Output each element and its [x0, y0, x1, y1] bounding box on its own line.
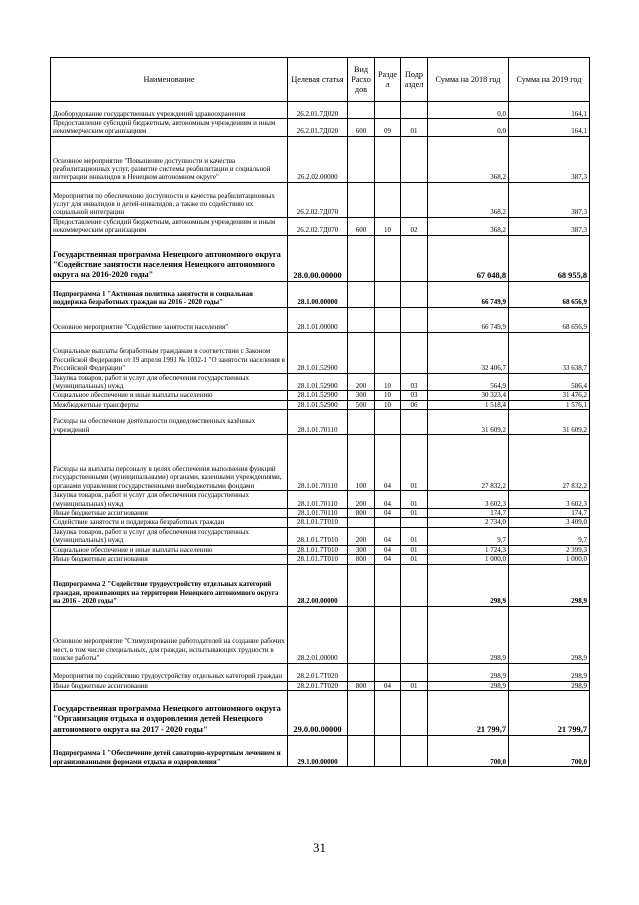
row-sum-2019: 1 576,1 — [509, 400, 590, 409]
row-sum-2019: 164,1 — [509, 102, 590, 119]
row-expense-type: 600 — [348, 119, 375, 137]
row-sum-2019: 164,1 — [509, 119, 590, 137]
row-subsection: 01 — [401, 555, 428, 564]
row-target-article: 28.2.01.00000 — [288, 606, 348, 663]
row-sum-2019: 298,9 — [509, 681, 590, 690]
row-name: Социальное обеспечение и иные выплаты населению — [51, 391, 288, 400]
table-row — [51, 332, 590, 373]
row-expense-type — [348, 307, 375, 332]
row-name: Подпрограмма 1 "Активная политика занятости и социальная поддержка безработных граждан на 2016 - 2020 годы" — [51, 281, 288, 307]
row-name: Государственная программа Ненецкого автономного округа "Содействие занятости населения Ненецкого автономного округа на 2016-2020 годы" — [51, 235, 288, 281]
row-subsection — [401, 102, 428, 119]
row-target-article: 26.2.02.7Д070 — [288, 217, 348, 235]
row-section — [375, 690, 401, 735]
row-subsection — [401, 518, 428, 527]
table-row — [51, 663, 590, 681]
header-name: Наименование — [51, 58, 288, 102]
row-subsection — [401, 564, 428, 606]
row-section — [375, 663, 401, 681]
row-sum-2018: 66 749,9 — [428, 307, 509, 332]
row-subsection — [401, 735, 428, 766]
table-row — [51, 136, 590, 182]
row-section: 04 — [375, 435, 401, 491]
row-target-article: 28.1.01.52900 — [288, 373, 348, 391]
row-expense-type — [348, 332, 375, 373]
row-name: Иные бюджетные ассигнования — [51, 681, 288, 690]
row-name: Иные бюджетные ассигнования — [51, 509, 288, 518]
row-sum-2018: 298,9 — [428, 564, 509, 606]
row-target-article: 28.2.01.7Т020 — [288, 663, 348, 681]
row-subsection: 06 — [401, 400, 428, 409]
row-section — [375, 136, 401, 182]
row-section — [375, 564, 401, 606]
row-target-article: 29.1.00.00000 — [288, 735, 348, 766]
row-expense-type: 800 — [348, 681, 375, 690]
row-sum-2019: 387,3 — [509, 136, 590, 182]
row-name: Мероприятия по обеспечению доступности и качества реабилитационных услуг для инвалидов и детей-инвалидов, а также по содействию их социальной интеграции — [51, 182, 288, 217]
row-sum-2018: 0,0 — [428, 119, 509, 137]
row-target-article: 29.0.00.00000 — [288, 690, 348, 735]
row-section: 04 — [375, 527, 401, 545]
table-row — [51, 373, 590, 391]
row-target-article: 28.1.01.70110 — [288, 491, 348, 509]
header-sum-2019: Сумма на 2019 год — [509, 58, 590, 102]
row-target-article: 28.1.01.52900 — [288, 332, 348, 373]
row-expense-type — [348, 690, 375, 735]
row-subsection: 03 — [401, 373, 428, 391]
row-expense-type: 100 — [348, 435, 375, 491]
row-sum-2018: 368,2 — [428, 217, 509, 235]
header-vid: Вид Расхо дов — [348, 58, 375, 102]
table-row — [51, 564, 590, 606]
row-subsection — [401, 307, 428, 332]
row-sum-2019: 3 409,0 — [509, 518, 590, 527]
row-subsection — [401, 235, 428, 281]
row-sum-2019: 1 000,0 — [509, 555, 590, 564]
row-target-article: 28.1.00.00000 — [288, 281, 348, 307]
row-target-article: 28.1.01.7Т010 — [288, 555, 348, 564]
row-section — [375, 606, 401, 663]
row-expense-type — [348, 281, 375, 307]
header-code: Целевая статья — [288, 58, 348, 102]
row-expense-type: 300 — [348, 391, 375, 400]
row-expense-type: 200 — [348, 527, 375, 545]
row-target-article: 28.1.01.70110 — [288, 435, 348, 491]
row-section: 09 — [375, 119, 401, 137]
row-sum-2018: 30 323,4 — [428, 391, 509, 400]
row-sum-2018: 21 799,7 — [428, 690, 509, 735]
row-expense-type: 800 — [348, 509, 375, 518]
row-target-article: 28.1.01.7Т010 — [288, 518, 348, 527]
row-expense-type — [348, 102, 375, 119]
row-expense-type: 200 — [348, 373, 375, 391]
table-row — [51, 182, 590, 217]
row-subsection: 01 — [401, 491, 428, 509]
row-subsection: 01 — [401, 509, 428, 518]
row-sum-2019: 298,9 — [509, 606, 590, 663]
row-sum-2018: 368,2 — [428, 136, 509, 182]
row-sum-2018: 0,0 — [428, 102, 509, 119]
row-name: Закупка товаров, работ и услуг для обеспечения государственных (муниципальных) нужд — [51, 491, 288, 509]
row-name: Социальные выплаты безработным гражданам в соответствии с Законом Российской Федерации от 19 апреля 1991 № 1032-1 "О занятости населения в Российской Федерации" — [51, 332, 288, 373]
table-row — [51, 518, 590, 527]
row-target-article: 28.2.00.00000 — [288, 564, 348, 606]
row-target-article: 28.1.01.70110 — [288, 509, 348, 518]
row-section — [375, 102, 401, 119]
row-sum-2019: 2 399,3 — [509, 545, 590, 554]
table-row — [51, 555, 590, 564]
row-expense-type — [348, 182, 375, 217]
row-target-article: 28.1.01.7Т010 — [288, 545, 348, 554]
row-subsection: 01 — [401, 681, 428, 690]
row-section — [375, 182, 401, 217]
row-name: Содействие занятости и поддержка безработных граждан — [51, 518, 288, 527]
row-sum-2019: 3 602,3 — [509, 491, 590, 509]
row-sum-2019: 586,4 — [509, 373, 590, 391]
row-sum-2018: 298,9 — [428, 681, 509, 690]
table-row — [51, 527, 590, 545]
row-target-article: 28.0.00.00000 — [288, 235, 348, 281]
row-subsection: 01 — [401, 527, 428, 545]
row-name: Межбюджетные трансферты — [51, 400, 288, 409]
row-sum-2018: 3 602,3 — [428, 491, 509, 509]
row-sum-2019: 9,7 — [509, 527, 590, 545]
row-sum-2019: 387,3 — [509, 217, 590, 235]
table-row — [51, 435, 590, 491]
row-expense-type: 600 — [348, 217, 375, 235]
row-target-article: 26.2.01.7Д020 — [288, 102, 348, 119]
row-name: Основное мероприятие "Содействие занятости населения" — [51, 307, 288, 332]
row-name: Расходы на обеспечение деятельности подведомственных казённых учреждений — [51, 410, 288, 435]
row-target-article: 26.2.02.7Д070 — [288, 182, 348, 217]
row-name: Государственная программа Ненецкого автономного округа "Организация отдыха и оздоровления детей Ненецкого автономного округа на 2017 - 2020 годы" — [51, 690, 288, 735]
row-section — [375, 410, 401, 435]
row-target-article: 28.1.01.70110 — [288, 410, 348, 435]
row-section: 04 — [375, 555, 401, 564]
row-section — [375, 281, 401, 307]
table-row — [51, 400, 590, 409]
row-sum-2019: 27 832,2 — [509, 435, 590, 491]
row-target-article: 28.1.01.00000 — [288, 307, 348, 332]
table-row — [51, 102, 590, 119]
header-razdel: Разде л — [375, 58, 401, 102]
row-expense-type — [348, 663, 375, 681]
row-subsection: 01 — [401, 119, 428, 137]
row-sum-2018: 700,0 — [428, 735, 509, 766]
row-sum-2019: 31 476,2 — [509, 391, 590, 400]
row-sum-2018: 298,9 — [428, 606, 509, 663]
row-sum-2019: 387,3 — [509, 182, 590, 217]
row-expense-type — [348, 564, 375, 606]
table-row — [51, 235, 590, 281]
row-subsection: 01 — [401, 545, 428, 554]
table-row — [51, 281, 590, 307]
row-section: 10 — [375, 400, 401, 409]
row-expense-type: 200 — [348, 491, 375, 509]
row-section: 04 — [375, 509, 401, 518]
row-expense-type — [348, 518, 375, 527]
row-sum-2019: 31 609,2 — [509, 410, 590, 435]
row-target-article: 28.1.01.52900 — [288, 391, 348, 400]
row-expense-type — [348, 410, 375, 435]
row-subsection: 03 — [401, 391, 428, 400]
row-sum-2018: 174,7 — [428, 509, 509, 518]
table-header-row — [51, 58, 590, 102]
row-sum-2019: 700,0 — [509, 735, 590, 766]
row-name: Подпрограмма 1 "Обеспечение детей санаторно-курортным лечением и организованными формами отдыха и оздоровления" — [51, 735, 288, 766]
table-row — [51, 391, 590, 400]
row-sum-2019: 174,7 — [509, 509, 590, 518]
row-name: Дооборудование государственных учреждений здравоохранения — [51, 102, 288, 119]
row-sum-2018: 2 734,0 — [428, 518, 509, 527]
row-name: Закупка товаров, работ и услуг для обеспечения государственных (муниципальных) нужд — [51, 373, 288, 391]
row-sum-2018: 31 609,2 — [428, 410, 509, 435]
row-section — [375, 307, 401, 332]
row-sum-2019: 68 656,9 — [509, 281, 590, 307]
row-subsection — [401, 182, 428, 217]
table-row — [51, 606, 590, 663]
row-sum-2019: 68 656,9 — [509, 307, 590, 332]
row-target-article: 28.1.01.52900 — [288, 400, 348, 409]
header-podrazdel: Подр аздел — [401, 58, 428, 102]
table-row — [51, 690, 590, 735]
row-name: Предоставление субсидий бюджетным, автономным учреждениям и иным некоммерческим организациям — [51, 217, 288, 235]
budget-table — [50, 57, 590, 767]
row-name: Социальное обеспечение и иные выплаты населению — [51, 545, 288, 554]
table-row — [51, 509, 590, 518]
row-subsection — [401, 410, 428, 435]
row-sum-2018: 564,9 — [428, 373, 509, 391]
row-subsection — [401, 606, 428, 663]
row-target-article: 26.2.02.00000 — [288, 136, 348, 182]
row-expense-type — [348, 136, 375, 182]
row-expense-type — [348, 235, 375, 281]
row-subsection: 01 — [401, 435, 428, 491]
row-subsection: 02 — [401, 217, 428, 235]
row-section: 04 — [375, 491, 401, 509]
row-subsection — [401, 281, 428, 307]
row-target-article: 28.1.01.7Т010 — [288, 527, 348, 545]
row-section — [375, 518, 401, 527]
row-subsection — [401, 332, 428, 373]
row-sum-2018: 298,9 — [428, 663, 509, 681]
row-expense-type: 800 — [348, 555, 375, 564]
row-target-article: 26.2.01.7Д020 — [288, 119, 348, 137]
row-sum-2018: 9,7 — [428, 527, 509, 545]
row-sum-2018: 32 406,7 — [428, 332, 509, 373]
row-section: 04 — [375, 681, 401, 690]
row-section: 10 — [375, 217, 401, 235]
table-row — [51, 491, 590, 509]
row-sum-2018: 1 724,3 — [428, 545, 509, 554]
row-target-article: 28.2.01.7Т020 — [288, 681, 348, 690]
row-sum-2018: 1 000,0 — [428, 555, 509, 564]
row-sum-2018: 27 832,2 — [428, 435, 509, 491]
table-row — [51, 410, 590, 435]
row-section — [375, 735, 401, 766]
table-row — [51, 545, 590, 554]
header-sum-2018: Сумма на 2018 год — [428, 58, 509, 102]
row-name: Иные бюджетные ассигнования — [51, 555, 288, 564]
row-sum-2019: 298,9 — [509, 663, 590, 681]
row-expense-type: 500 — [348, 400, 375, 409]
table-row — [51, 307, 590, 332]
row-sum-2019: 298,9 — [509, 564, 590, 606]
row-section: 10 — [375, 373, 401, 391]
table-row — [51, 119, 590, 137]
row-subsection — [401, 690, 428, 735]
row-expense-type: 300 — [348, 545, 375, 554]
row-sum-2018: 67 048,8 — [428, 235, 509, 281]
table-row — [51, 735, 590, 766]
row-section: 04 — [375, 545, 401, 554]
row-name: Основное мероприятие "Повышение доступности и качества реабилитационных услуг, развитие системы реабилитации и социальной интеграции инвалидов в Ненецком автономном округе" — [51, 136, 288, 182]
table-row — [51, 681, 590, 690]
row-name: Предоставление субсидий бюджетным, автономным учреждениям и иным некоммерческим организациям — [51, 119, 288, 137]
table-row — [51, 217, 590, 235]
row-name: Расходы на выплаты персоналу в целях обеспечения выполнения функций государственными (муниципальными) органами, казенными учреждениями, органами управления государственными внебюджетными фондами — [51, 435, 288, 491]
row-name: Основное мероприятие "Стимулирование работодателей на создание рабочих мест, в том числе специальных, для граждан, испытывающих трудности в поиске работы" — [51, 606, 288, 663]
row-subsection — [401, 663, 428, 681]
row-sum-2018: 66 749,9 — [428, 281, 509, 307]
row-sum-2018: 368,2 — [428, 182, 509, 217]
row-sum-2018: 1 518,4 — [428, 400, 509, 409]
row-section — [375, 235, 401, 281]
row-section: 10 — [375, 391, 401, 400]
row-sum-2019: 21 799,7 — [509, 690, 590, 735]
row-sum-2019: 33 638,7 — [509, 332, 590, 373]
row-subsection — [401, 136, 428, 182]
row-name: Мероприятия по содействию трудоустройству отдельных категорий граждан — [51, 663, 288, 681]
row-name: Закупка товаров, работ и услуг для обеспечения государственных (муниципальных) нужд — [51, 527, 288, 545]
row-expense-type — [348, 735, 375, 766]
row-expense-type — [348, 606, 375, 663]
row-section — [375, 332, 401, 373]
row-sum-2019: 68 955,8 — [509, 235, 590, 281]
row-name: Подпрограмма 2 "Содействие трудоустройству отдельных категорий граждан, проживающих на территории Ненецкого автономного округа на 2016 - 2020 годы" — [51, 564, 288, 606]
page-number: 31 — [313, 840, 326, 855]
